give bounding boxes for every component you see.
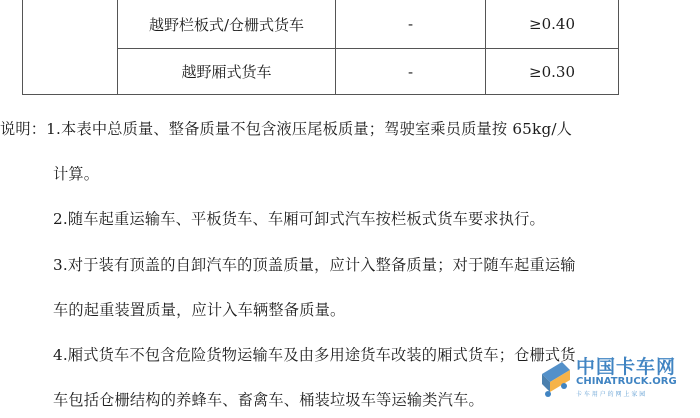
watermark-title: 中国卡车网	[576, 356, 677, 378]
note-line: 3.对于装有顶盖的自卸汽车的顶盖质量，应计入整备质量；对于随车起重运输	[53, 256, 576, 274]
table-cell-middle: -	[407, 62, 414, 81]
note-line: 车的起重装置质量，应计入车辆整备质量。	[53, 301, 346, 319]
note-line: 计算。	[53, 165, 100, 183]
table-cell-type: 越野厢式货车	[181, 63, 272, 81]
watermark-logo	[536, 350, 686, 402]
note-line: 4.厢式货车不包含危险货物运输车及由多用途货车改装的厢式货车；仓栅式货	[53, 346, 576, 364]
truck-logo-icon	[536, 350, 576, 400]
table-cell-value: ≥0.40	[529, 15, 575, 33]
note-line: 2.随车起重运输车、平板货车、车厢可卸式汽车按栏板式货车要求执行。	[53, 210, 545, 228]
table-cell-middle: -	[407, 15, 414, 33]
watermark-subtitle: CHINATRUCK.ORG	[576, 376, 677, 387]
table-cell-value: ≥0.30	[529, 62, 575, 81]
watermark-tagline: 卡 车 用 户 的 网 上 家 园	[576, 391, 646, 398]
note-line: 车包括仓栅结构的养蜂车、畜禽车、桶装垃圾车等运输类汽车。	[53, 391, 484, 409]
table-cell-type: 越野栏板式/仓栅式货车	[148, 15, 305, 34]
note-line: 说明：1.本表中总质量、整备质量不包含液压尾板质量；驾驶室乘员质量按 65kg/人	[0, 120, 573, 138]
